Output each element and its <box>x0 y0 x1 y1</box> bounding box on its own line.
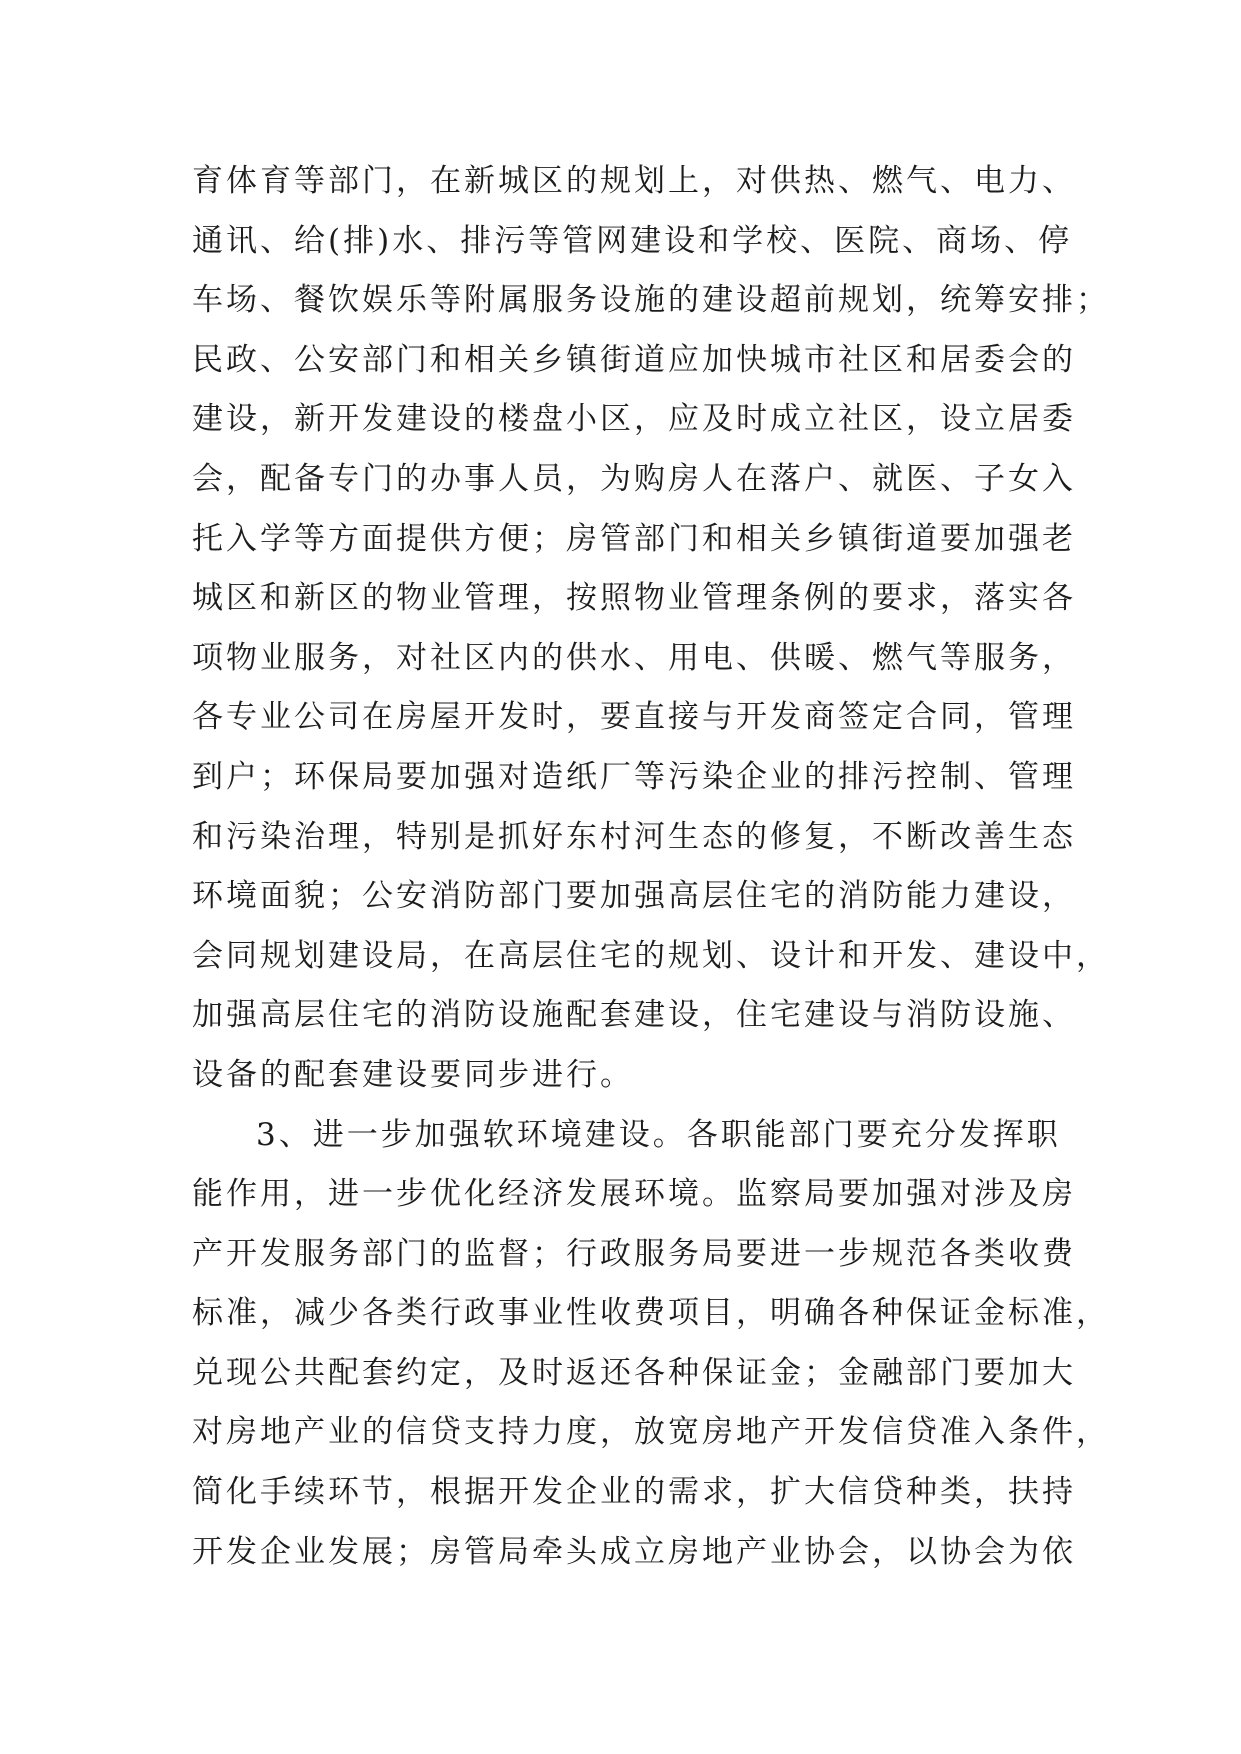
text-line: 对房地产业的信贷支持力度，放宽房地产开发信贷准入条件， <box>192 1414 1110 1451</box>
text-line: 环境面貌；公安消防部门要加强高层住宅的消防能力建设， <box>192 878 1076 915</box>
text-line: 兑现公共配套约定，及时返还各种保证金；金融部门要加大 <box>192 1354 1076 1391</box>
section-3-first-line: 3、进一步加强软环境建设。各职能部门要充分发挥职 <box>256 1116 1061 1153</box>
text-line: 和污染治理，特别是抓好东村河生态的修复，不断改善生态 <box>192 818 1076 855</box>
text-line: 产开发服务部门的监督；行政服务局要进一步规范各类收费 <box>192 1235 1076 1272</box>
text-line: 建设，新开发建设的楼盘小区，应及时成立社区，设立居委 <box>192 401 1076 438</box>
text-line: 会，配备专门的办事人员，为购房人在落户、就医、子女入 <box>192 460 1076 497</box>
text-line: 开发企业发展；房管局牵头成立房地产业协会，以协会为依 <box>192 1533 1076 1570</box>
text-line: 各专业公司在房屋开发时，要直接与开发商签定合同，管理 <box>192 699 1076 736</box>
text-line: 简化手续环节，根据开发企业的需求，扩大信贷种类，扶持 <box>192 1474 1076 1511</box>
text-line: 民政、公安部门和相关乡镇街道应加快城市社区和居委会的 <box>192 341 1076 378</box>
text-line: 能作用，进一步优化经济发展环境。监察局要加强对涉及房 <box>192 1176 1076 1213</box>
text-line: 到户；环保局要加强对造纸厂等污染企业的排污控制、管理 <box>192 758 1076 795</box>
text-line: 会同规划建设局，在高层住宅的规划、设计和开发、建设中， <box>192 937 1110 974</box>
text-line: 标准，减少各类行政事业性收费项目，明确各种保证金标准， <box>192 1295 1110 1332</box>
text-line: 加强高层住宅的消防设施配套建设，住宅建设与消防设施、 <box>192 997 1076 1034</box>
text-line: 城区和新区的物业管理，按照物业管理条例的要求，落实各 <box>192 580 1076 617</box>
text-line: 车场、餐饮娱乐等附属服务设施的建设超前规划，统筹安排； <box>192 282 1110 319</box>
text-line: 托入学等方面提供方便；房管部门和相关乡镇街道要加强老 <box>192 520 1076 557</box>
text-line: 育体育等部门，在新城区的规划上，对供热、燃气、电力、 <box>192 163 1076 199</box>
text-line: 项物业服务，对社区内的供水、用电、供暖、燃气等服务， <box>192 639 1076 676</box>
body-text <box>192 152 1110 1582</box>
text-line: 设备的配套建设要同步进行。 <box>192 1056 634 1093</box>
text-line: 通讯、给(排)水、排污等管网建设和学校、医院、商场、停 <box>192 222 1073 259</box>
